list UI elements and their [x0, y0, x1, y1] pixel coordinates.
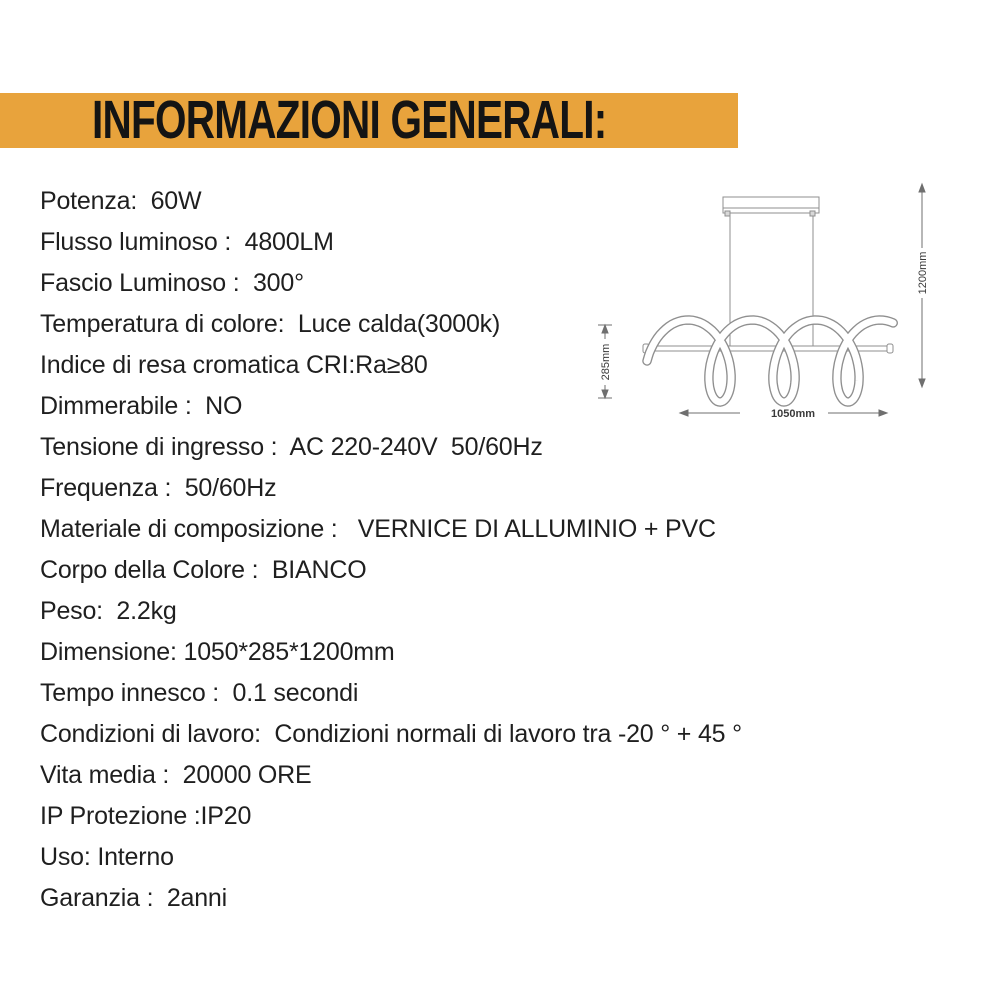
- rod-end-cap-right: [887, 344, 893, 353]
- spec-line-corpo: Corpo della Colore : BIANCO: [40, 556, 367, 584]
- spec-line-tensione: Tensione di ingresso : AC 220-240V 50/60Hz: [40, 433, 543, 461]
- arrow-up-icon: [919, 184, 925, 192]
- dim-label-width: 1050mm: [770, 408, 816, 420]
- spec-line-fascio: Fascio Luminoso : 300°: [40, 269, 304, 297]
- lamp-diagram-svg: [580, 170, 1000, 430]
- spec-line-garanzia: Garanzia : 2anni: [40, 884, 227, 912]
- spec-line-uso: Uso: Interno: [40, 843, 174, 871]
- spec-line-potenza: Potenza: 60W: [40, 187, 202, 215]
- spec-line-dimensione: Dimensione: 1050*285*1200mm: [40, 638, 395, 666]
- arrow-down-icon: [919, 379, 925, 387]
- spec-line-temperatura: Temperatura di colore: Luce calda(3000k): [40, 310, 501, 338]
- wire-connector-left: [725, 211, 730, 216]
- arrow-down-icon: [602, 390, 608, 398]
- spec-line-cri: Indice di resa cromatica CRI:Ra≥80: [40, 351, 428, 379]
- canopy: [723, 197, 819, 213]
- spec-line-peso: Peso: 2.2kg: [40, 597, 177, 625]
- spec-line-materiale: Materiale di composizione : VERNICE DI ALLUMINIO + PVC: [40, 515, 716, 543]
- dim-label-depth: 285mm: [600, 343, 612, 381]
- spec-line-flusso: Flusso luminoso : 4800LM: [40, 228, 334, 256]
- dim-label-height: 1200mm: [917, 251, 929, 295]
- spec-line-vita: Vita media : 20000 ORE: [40, 761, 312, 789]
- spec-line-tempo: Tempo innesco : 0.1 secondi: [40, 679, 359, 707]
- spec-line-dimmerabile: Dimmerabile : NO: [40, 392, 243, 420]
- lamp-technical-drawing: [580, 170, 1000, 430]
- spec-line-frequenza: Frequenza : 50/60Hz: [40, 474, 277, 502]
- header-band: [0, 89, 738, 150]
- arrow-right-icon: [879, 410, 887, 416]
- spec-line-condizioni: Condizioni di lavoro: Condizioni normali di lavoro tra -20 ° + 45 °: [40, 720, 742, 748]
- spec-line-ip: IP Protezione :IP20: [40, 802, 252, 830]
- page-title: INFORMAZIONI GENERALI:: [92, 89, 607, 150]
- arrow-left-icon: [680, 410, 688, 416]
- wire-connector-right: [810, 211, 815, 216]
- arrow-up-icon: [602, 325, 608, 333]
